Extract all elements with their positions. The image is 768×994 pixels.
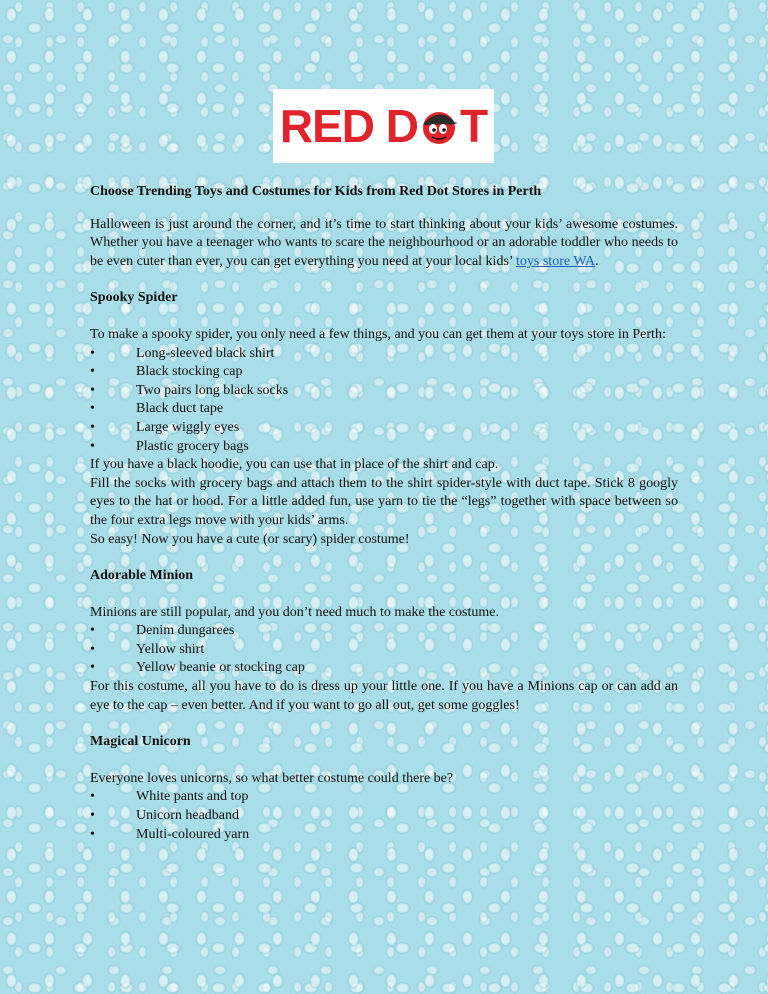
intro-after: . bbox=[595, 253, 599, 269]
spider-note-2: Fill the socks with grocery bags and attach them to the shirt spider-style with duct tape. Stick 8 googly eyes to the hat or hood. For a little added fun, use yarn to tie the “legs” together with space between so the four extra legs move with your kids’ arms. bbox=[90, 475, 678, 528]
mascot-face-icon bbox=[419, 106, 459, 146]
unicorn-list bbox=[90, 788, 678, 844]
minion-note: For this costume, all you have to do is dress up your little one. If you have a Minions cap or can add an eye to the cap – even better. And if you want to go all out, get some goggles! bbox=[90, 679, 678, 713]
list-item: • Yellow beanie or stocking cap bbox=[90, 660, 305, 676]
spider-note-3: So easy! Now you have a cute (or scary) spider costume! bbox=[90, 531, 410, 547]
minion-intro: Minions are still popular, and you don’t need much to make the costume. bbox=[90, 604, 499, 620]
list-item: • White pants and top bbox=[90, 789, 249, 805]
spider-heading: Spooky Spider bbox=[90, 290, 178, 306]
list-item: • Black stocking cap bbox=[90, 364, 243, 380]
spider-list bbox=[90, 345, 678, 457]
list-item: • Multi-coloured yarn bbox=[90, 826, 250, 842]
list-item: • Large wiggly eyes bbox=[90, 419, 240, 435]
intro-text: Halloween is just around the corner, and it’s time to start thinking about your kids’ awesome costumes. Whether you have a teenager who wants to scare the neighbourhood or an adorable toddler who needs to be even cuter than ever, you can get everything you need at your local kids’ bbox=[90, 216, 678, 269]
unicorn-intro: Everyone loves unicorns, so what better costume could there be? bbox=[90, 770, 454, 786]
spider-note-1: If you have a black hoodie, you can use that in place of the shirt and cap. bbox=[90, 457, 499, 473]
unicorn-heading: Magical Unicorn bbox=[90, 734, 191, 750]
list-item: • Yellow shirt bbox=[90, 641, 205, 657]
spider-intro: To make a spooky spider, you only need a few things, and you can get them at your toys store in Perth: bbox=[90, 326, 666, 342]
document-title: Choose Trending Toys and Costumes for Kids from Red Dot Stores in Perth bbox=[90, 184, 542, 199]
list-item: • Plastic grocery bags bbox=[90, 438, 249, 454]
list-item: • Black duct tape bbox=[90, 401, 224, 417]
toys-store-link[interactable]: toys store WA bbox=[516, 253, 596, 269]
red-dot-logo bbox=[273, 89, 494, 163]
list-item: • Denim dungarees bbox=[90, 623, 235, 639]
logo-text-right: T bbox=[460, 100, 488, 152]
logo-wordmark bbox=[279, 100, 488, 152]
list-item: • Long-sleeved black shirt bbox=[90, 345, 275, 361]
minion-heading: Adorable Minion bbox=[90, 568, 194, 584]
intro-paragraph bbox=[90, 216, 678, 272]
logo-text-left: RED D bbox=[279, 100, 418, 152]
list-item: • Two pairs long black socks bbox=[90, 382, 289, 398]
list-item: • Unicorn headband bbox=[90, 808, 240, 824]
document-body bbox=[90, 183, 678, 844]
minion-list bbox=[90, 622, 678, 678]
